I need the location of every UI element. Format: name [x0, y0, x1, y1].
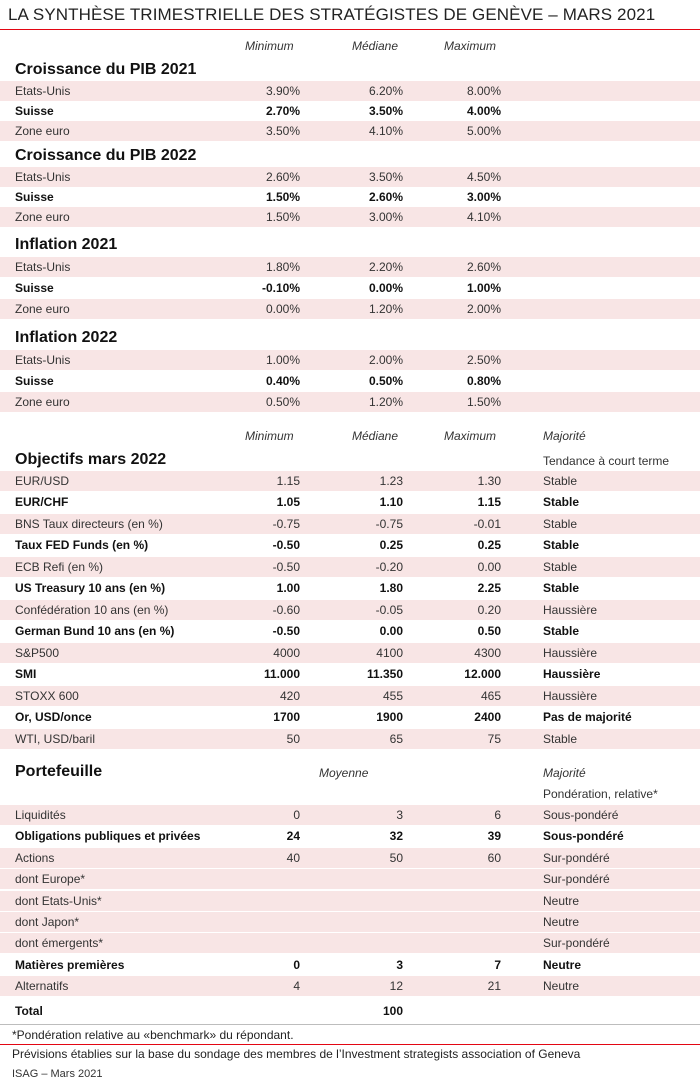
cell-moyenne: 32 [389, 829, 403, 843]
cell-med: 0.50% [368, 374, 403, 388]
cell-max: 1.30 [477, 474, 501, 488]
cell-med: 65 [389, 732, 403, 746]
cell-majorite: Haussière [543, 667, 601, 681]
cell-med: 3.50% [368, 170, 403, 184]
cell-max: 6 [494, 808, 501, 822]
cell-min: 0.00% [265, 302, 300, 316]
cell-min: 1.05 [276, 495, 300, 509]
header-max: Maximum [444, 429, 497, 443]
cell-majorite: Stable [543, 732, 578, 746]
cell-min: 1.50% [265, 210, 300, 224]
cell-min: 4 [293, 979, 300, 993]
row-label: US Treasury 10 ans (en %) [15, 581, 166, 595]
table-row [0, 805, 700, 826]
header-med: Médiane [352, 429, 399, 443]
row-label: Suisse [15, 104, 54, 118]
cell-majorite: Sur-pondéré [543, 851, 610, 865]
table-row [0, 81, 700, 102]
table-row [0, 729, 700, 750]
footer-rule-red [0, 1044, 700, 1045]
cell-med: 2.00% [368, 353, 403, 367]
row-label: Liquidités [15, 808, 66, 822]
table-row [0, 471, 700, 492]
table-row [0, 514, 700, 535]
cell-min: -0.50 [272, 624, 300, 638]
row-label: dont Etats-Unis* [15, 894, 102, 908]
cell-max: 0.20 [477, 603, 501, 617]
cell-max: 4300 [474, 646, 501, 660]
row-label: Taux FED Funds (en %) [15, 538, 149, 552]
cell-max: 0.80% [466, 374, 501, 388]
cell-med: 3.50% [368, 104, 403, 118]
cell-moyenne: 50 [389, 851, 403, 865]
table-row [0, 535, 700, 556]
cell-moyenne: 3 [396, 958, 403, 972]
header-moyenne: Moyenne [319, 766, 369, 780]
cell-med: 11.350 [366, 667, 403, 681]
header-min: Minimum [245, 429, 294, 443]
cell-majorite: Stable [543, 581, 580, 595]
table-row [0, 621, 700, 642]
table-row [0, 299, 700, 320]
table-row [0, 891, 700, 912]
cell-min: -0.60 [272, 603, 300, 617]
row-label: Etats-Unis [15, 84, 71, 98]
section-title-portefeuille: Portefeuille [15, 763, 103, 780]
row-label: Zone euro [15, 124, 70, 138]
table-row [0, 912, 700, 933]
total-label: Total [15, 1004, 43, 1018]
cell-max: 21 [487, 979, 501, 993]
row-label: BNS Taux directeurs (en %) [15, 517, 163, 531]
cell-med: 2.60% [368, 190, 403, 204]
cell-med: 4100 [376, 646, 403, 660]
table-row [0, 578, 700, 599]
cell-majorite: Stable [543, 474, 578, 488]
cell-med: 0.00% [368, 281, 403, 295]
cell-max: 0.00 [477, 560, 501, 574]
cell-min: 420 [279, 689, 300, 703]
row-label: dont Japon* [15, 915, 80, 929]
row-label: Etats-Unis [15, 353, 71, 367]
row-label: Suisse [15, 281, 54, 295]
row-label: Confédération 10 ans (en %) [15, 603, 169, 617]
cell-max: 465 [480, 689, 501, 703]
cell-med: 1.10 [379, 495, 403, 509]
row-label: STOXX 600 [15, 689, 79, 703]
cell-majorite: Neutre [543, 915, 580, 929]
cell-max: 7 [494, 958, 501, 972]
row-label: EUR/USD [15, 474, 70, 488]
cell-min: 3.50% [265, 124, 300, 138]
cell-min: 1.80% [265, 260, 300, 274]
cell-max: 2.50% [466, 353, 501, 367]
cell-moyenne: 3 [396, 808, 403, 822]
row-label: WTI, USD/baril [15, 732, 96, 746]
table-row [0, 207, 700, 228]
table-row [0, 187, 700, 208]
table-row [0, 101, 700, 122]
cell-min: 0 [293, 958, 300, 972]
cell-majorite: Sous-pondéré [543, 808, 619, 822]
subheader-tendance: Tendance à court terme [543, 454, 670, 468]
cell-max: 1.00% [466, 281, 501, 295]
cell-med: 1.20% [368, 395, 403, 409]
cell-med: -0.75 [375, 517, 403, 531]
cell-min: 2.70% [265, 104, 300, 118]
cell-max: 5.00% [466, 124, 501, 138]
cell-min: 24 [286, 829, 300, 843]
row-label: Zone euro [15, 210, 70, 224]
section-title-infl2022: Inflation 2022 [15, 329, 118, 346]
cell-min: 1.00% [265, 353, 300, 367]
cell-min: 2.60% [265, 170, 300, 184]
cell-med: -0.20 [375, 560, 403, 574]
cell-majorite: Haussière [543, 646, 598, 660]
cell-max: 1.15 [477, 495, 501, 509]
cell-min: 40 [286, 851, 300, 865]
row-label: Suisse [15, 190, 54, 204]
cell-majorite: Stable [543, 624, 580, 638]
total-value: 100 [382, 1004, 403, 1018]
title-rule [0, 29, 700, 30]
cell-moyenne: 12 [389, 979, 403, 993]
cell-majorite: Neutre [543, 958, 582, 972]
cell-min: 1700 [273, 710, 300, 724]
source-note: Prévisions établies sur la base du sondage des membres de l’Investment strategists association of Geneva [12, 1047, 581, 1061]
cell-med: 1900 [376, 710, 403, 724]
table-row [0, 557, 700, 578]
cell-majorite: Sur-pondéré [543, 872, 610, 886]
row-label: Suisse [15, 374, 54, 388]
table-row [0, 933, 700, 954]
table-row [0, 826, 700, 847]
cell-med: 3.00% [368, 210, 403, 224]
cell-min: 3.90% [265, 84, 300, 98]
section-title-pib2021: Croissance du PIB 2021 [15, 61, 197, 78]
row-label: SMI [15, 667, 37, 681]
row-label: dont Europe* [15, 872, 86, 886]
cell-med: 0.00 [379, 624, 403, 638]
cell-med: 4.10% [368, 124, 403, 138]
cell-med: 455 [382, 689, 403, 703]
cell-majorite: Stable [543, 560, 578, 574]
row-label: ECB Refi (en %) [15, 560, 104, 574]
table-row [0, 955, 700, 976]
cell-majorite: Haussière [543, 603, 598, 617]
table-row [0, 121, 700, 142]
cell-max: 39 [487, 829, 501, 843]
cell-max: 12.000 [464, 667, 501, 681]
footnote: *Pondération relative au «benchmark» du répondant. [12, 1028, 294, 1042]
page-title: LA SYNTHÈSE TRIMESTRIELLE DES STRATÉGISTES DE GENÈVE – MARS 2021 [8, 5, 656, 24]
header-min: Minimum [245, 39, 294, 53]
section-title-infl2021: Inflation 2021 [15, 236, 118, 253]
cell-max: 2.00% [466, 302, 501, 316]
cell-majorite: Neutre [543, 979, 580, 993]
cell-med: 2.20% [368, 260, 403, 274]
cell-majorite: Stable [543, 538, 580, 552]
row-label: Actions [15, 851, 55, 865]
table-row [0, 167, 700, 188]
table-row [0, 257, 700, 278]
row-label: German Bund 10 ans (en %) [15, 624, 175, 638]
row-label: Or, USD/once [15, 710, 92, 724]
cell-med: 0.25 [379, 538, 403, 552]
table-row [0, 664, 700, 685]
cell-med: 1.80 [379, 581, 403, 595]
cell-majorite: Sur-pondéré [543, 936, 610, 950]
header-majorite: Majorité [543, 766, 586, 780]
cell-min: 1.00 [276, 581, 300, 595]
table-row [0, 350, 700, 371]
header-med: Médiane [352, 39, 399, 53]
cell-max: 0.50 [477, 624, 501, 638]
table-row [0, 848, 700, 869]
cell-max: 1.50% [466, 395, 501, 409]
table-row [0, 686, 700, 707]
cell-med: 1.20% [368, 302, 403, 316]
table-row [0, 392, 700, 413]
table-row [0, 371, 700, 392]
row-label: dont émergents* [15, 936, 104, 950]
row-label: Zone euro [15, 395, 70, 409]
cell-majorite: Sous-pondéré [543, 829, 624, 843]
table-row [0, 600, 700, 621]
cell-med: -0.05 [375, 603, 403, 617]
cell-min: -0.75 [272, 517, 300, 531]
cell-med: 1.23 [379, 474, 403, 488]
table-row [0, 976, 700, 997]
cell-min: -0.10% [261, 281, 300, 295]
table-row [0, 869, 700, 890]
cell-majorite: Stable [543, 495, 580, 509]
cell-max: 2.25 [477, 581, 501, 595]
cell-max: 8.00% [466, 84, 501, 98]
cell-min: 11.000 [263, 667, 300, 681]
cell-max: 4.10% [466, 210, 501, 224]
cell-med: 6.20% [368, 84, 403, 98]
cell-min: 0 [293, 808, 300, 822]
cell-min: 0.50% [265, 395, 300, 409]
cell-min: 1.50% [265, 190, 300, 204]
table-row [0, 643, 700, 664]
cell-max: 3.00% [466, 190, 501, 204]
row-label: Etats-Unis [15, 260, 71, 274]
header-max: Maximum [444, 39, 497, 53]
cell-majorite: Neutre [543, 894, 580, 908]
cell-min: -0.50 [272, 538, 300, 552]
cell-max: 4.00% [466, 104, 501, 118]
total-row [0, 1001, 700, 1022]
cell-max: 0.25 [477, 538, 501, 552]
cell-majorite: Pas de majorité [543, 710, 632, 724]
cell-min: 50 [286, 732, 300, 746]
cell-min: -0.50 [272, 560, 300, 574]
cell-max: 60 [487, 851, 501, 865]
row-label: Etats-Unis [15, 170, 71, 184]
credit: ISAG – Mars 2021 [12, 1068, 103, 1080]
cell-majorite: Stable [543, 517, 578, 531]
cell-max: 2400 [474, 710, 501, 724]
row-label: S&P500 [15, 646, 60, 660]
footer-rule [0, 1024, 700, 1025]
row-label: Alternatifs [15, 979, 69, 993]
cell-max: -0.01 [473, 517, 501, 531]
cell-min: 1.15 [276, 474, 300, 488]
cell-max: 4.50% [466, 170, 501, 184]
cell-min: 4000 [273, 646, 300, 660]
section-title-objectifs: Objectifs mars 2022 [15, 451, 167, 468]
section-title-pib2022: Croissance du PIB 2022 [15, 147, 197, 164]
cell-min: 0.40% [265, 374, 300, 388]
table-row [0, 278, 700, 299]
header-majorite: Majorité [543, 429, 586, 443]
table-row [0, 707, 700, 728]
table-row [0, 492, 700, 513]
cell-majorite: Haussière [543, 689, 598, 703]
row-label: Obligations publiques et privées [15, 829, 201, 843]
row-label: Matières premières [15, 958, 125, 972]
row-label: EUR/CHF [15, 495, 69, 509]
cell-max: 75 [487, 732, 501, 746]
cell-max: 2.60% [466, 260, 501, 274]
row-label: Zone euro [15, 302, 70, 316]
subheader-ponderation: Pondération, relative* [543, 787, 658, 801]
